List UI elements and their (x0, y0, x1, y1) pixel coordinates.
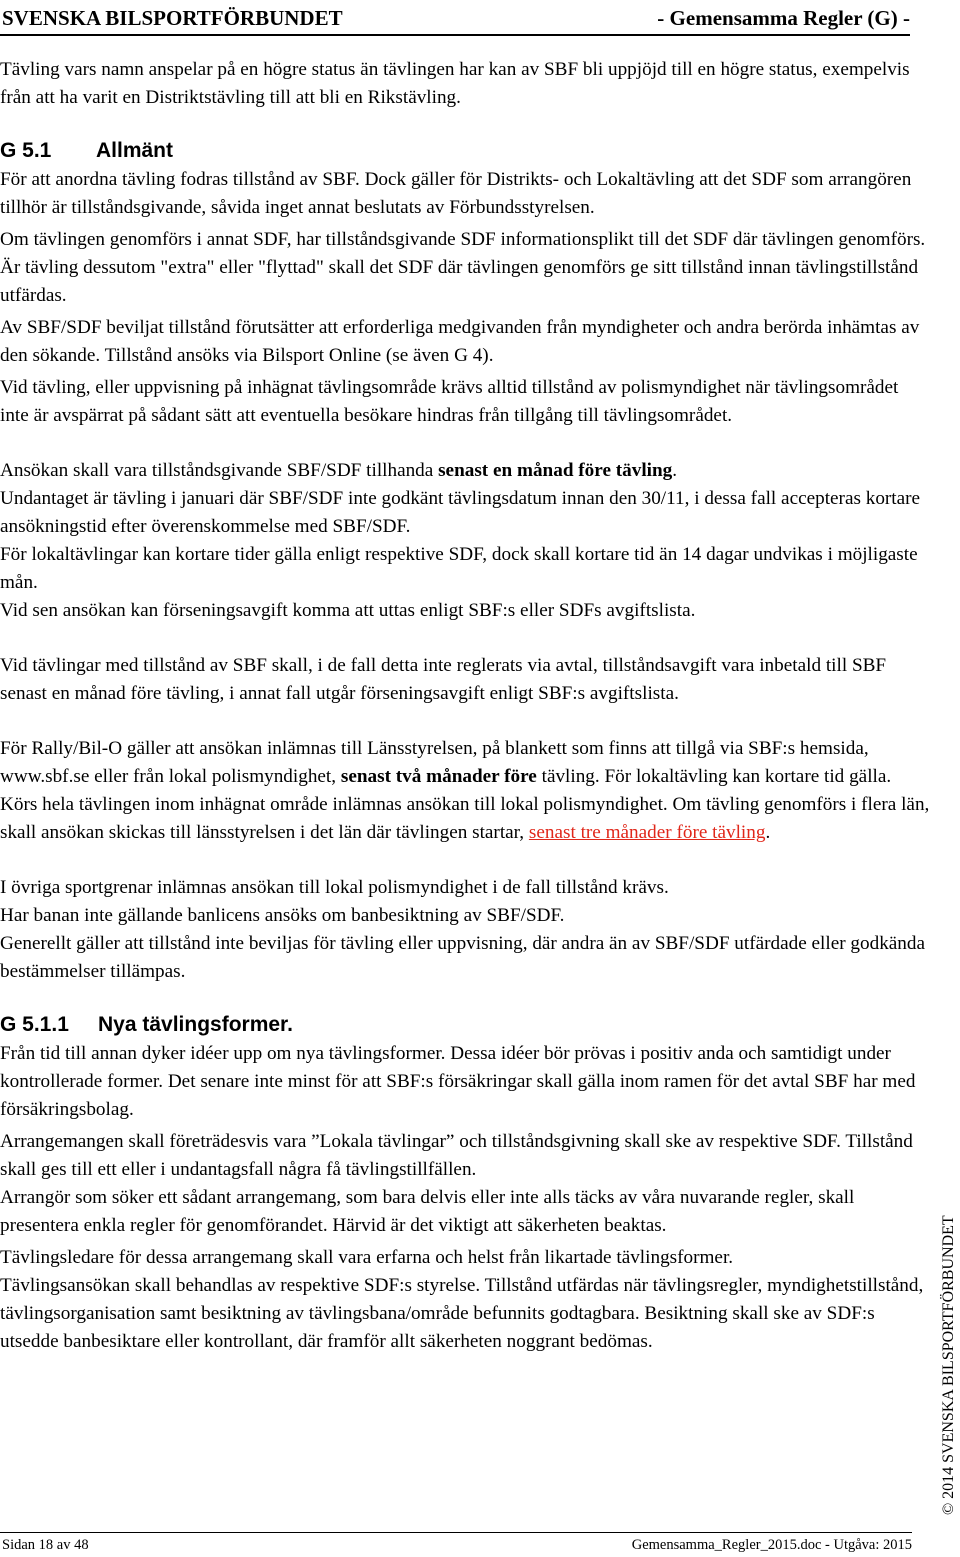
paragraph: Tävlingsledare för dessa arrangemang skall vara erfarna och helst från likartade tävlingsformer. (0, 1247, 734, 1268)
paragraph: Vid tävlingar med tillstånd av SBF skall, i de fall detta inte reglerats via avtal, tillståndsavgift vara inbetald till SBF senast en månad före tävling, i annat fall utgår förseningsavgift enligt SBF:s avgiftslista. (0, 655, 887, 704)
page-footer (0, 1532, 912, 1555)
section-heading-g511 (0, 1010, 930, 1040)
paragraph: Arrangör som söker ett sådant arrangemang, som bara delvis eller inte alls täcks av våra nuvarande regler, skall presentera enkla regler för genomförandet. Härvid är det viktigt att säkerheten beaktas. (0, 1187, 855, 1236)
paragraph: Undantaget är tävling i januari där SBF/SDF inte godkänt tävlingsdatum innan den 30/11, i dessa fall accepteras kortare ansökningstid efter överenskommelse med SBF/SDF. (0, 488, 921, 537)
section-number: G 5.1 (0, 139, 52, 162)
section-heading-g51 (0, 136, 930, 166)
rally-deadline-emphasis: senast två månader före (340, 766, 537, 787)
paragraph-application-deadline: Ansökan skall vara tillståndsgivande SBF/SDF tillhanda senast en månad före tävling. (0, 460, 678, 481)
paragraph: För lokaltävlingar kan kortare tider gälla enligt respektive SDF, dock skall kortare tid än 14 dagar undvikas i möjligaste mån. (0, 544, 918, 593)
paragraph: Vid sen ansökan kan förseningsavgift komma att uttas enligt SBF:s eller SDFs avgiftslista. (0, 600, 696, 621)
paragraph: Tävlingsansökan skall behandlas av respektive SDF:s styrelse. Tillstånd utfärdas när tävlingsregler, myndighetstillstånd, tävlingsorganisation samt besiktning av tävlingsbana/område befunnits godtagbara. Besiktning skall ske av SDF:s utsedde banbesiktare eller kontrollant, där framför allt säkerheten noggrant bedömas. (0, 1275, 924, 1352)
paragraph: Från tid till annan dyker idéer upp om nya tävlingsformer. Dessa idéer bör prövas i positiv anda och samtidigt under kontrollerade former. Det senare inte minst för att SBF:s försäkringar skall gälla inom ramen för det avtal SBF har med försäkringsbolag. (0, 1043, 916, 1120)
paragraph: Om tävlingen genomförs i annat SDF, har tillståndsgivande SDF informationsplikt till det SDF där tävlingen genomförs. Är tävling dessutom "extra" eller "flyttad" skall det SDF där tävlingen genomförs ge sitt tillstånd innan tävlingstillstånd utfärdas. (0, 229, 926, 306)
paragraph: Har banan inte gällande banlicens ansöks om banbesiktning av SBF/SDF. (0, 905, 565, 926)
document-body (0, 56, 930, 1356)
paragraph: Generellt gäller att tillstånd inte beviljas för tävling eller uppvisning, där andra än av SBF/SDF utfärdade eller godkända bestämmelser tillämpas. (0, 933, 926, 982)
paragraph: Arrangemangen skall företrädesvis vara ”Lokala tävlingar” och tillståndsgivning skall ske av respektive SDF. Tillstånd skall ges till ett eller i undantagsfall några få tävlingstillfällen. (0, 1131, 913, 1180)
deadline-emphasis: senast en månad före tävling (438, 460, 673, 481)
revised-deadline-text: senast tre månader före tävling (528, 822, 766, 843)
paragraph: I övriga sportgrenar inlämnas ansökan till lokal polismyndighet i de fall tillstånd krävs. (0, 877, 669, 898)
page-header (0, 4, 910, 36)
header-section: - Gemensamma Regler (G) - (657, 6, 910, 30)
section-title: Allmänt (96, 139, 174, 162)
section-title: Nya tävlingsformer. (98, 1013, 293, 1036)
paragraph: Av SBF/SDF beviljat tillstånd förutsätter att erforderliga medgivanden från myndigheter och andra berörda inhämtas av den sökande. Tillstånd ansöks via Bilsport Online (se även G 4). (0, 317, 920, 366)
header-org: SVENSKA BILSPORTFÖRBUNDET (2, 6, 343, 30)
document-info: Gemensamma_Regler_2015.doc - Utgåva: 2015 (631, 1537, 912, 1553)
paragraph: Vid tävling, eller uppvisning på inhägnat tävlingsområde krävs alltid tillstånd av polismyndighet när tävlingsområdet inte är avspärrat på sådant sätt att eventuella besökare hindras från tillgång till tävlingsområdet. (0, 377, 899, 426)
page-number: Sidan 18 av 48 (2, 1537, 89, 1553)
section-number: G 5.1.1 (0, 1013, 69, 1036)
intro-paragraph: Tävling vars namn anspelar på en högre status än tävlingen har kan av SBF bli uppjöjd till en högre status, exempelvis från att ha varit en Distriktstävling till att bli en Rikstävling. (0, 59, 910, 108)
paragraph-rally: För Rally/Bil-O gäller att ansökan inlämnas till Länsstyrelsen, på blankett som finns att tillgå via SBF:s hemsida, www.sbf.se eller från lokal polismyndighet, senast två månader före tävling. För lokaltävling kan kortare tid gälla. Körs hela tävlingen inom inhägnat område inlämnas ansökan till lokal polismyndighet. Om tävling genomförs i flera län, skall ansökan skickas till länsstyrelsen i det län där tävlingen startar, senast tre månader före tävling. (0, 738, 930, 843)
paragraph: För att anordna tävling fodras tillstånd av SBF. Dock gäller för Distrikts- och Lokaltävling att det SDF som arrangören tillhör är tillståndsgivande, såvida inget annat beslutats av Förbundsstyrelsen. (0, 169, 912, 218)
copyright-notice: © 2014 SVENSKA BILSPORTFÖRBUNDET (940, 1215, 957, 1515)
